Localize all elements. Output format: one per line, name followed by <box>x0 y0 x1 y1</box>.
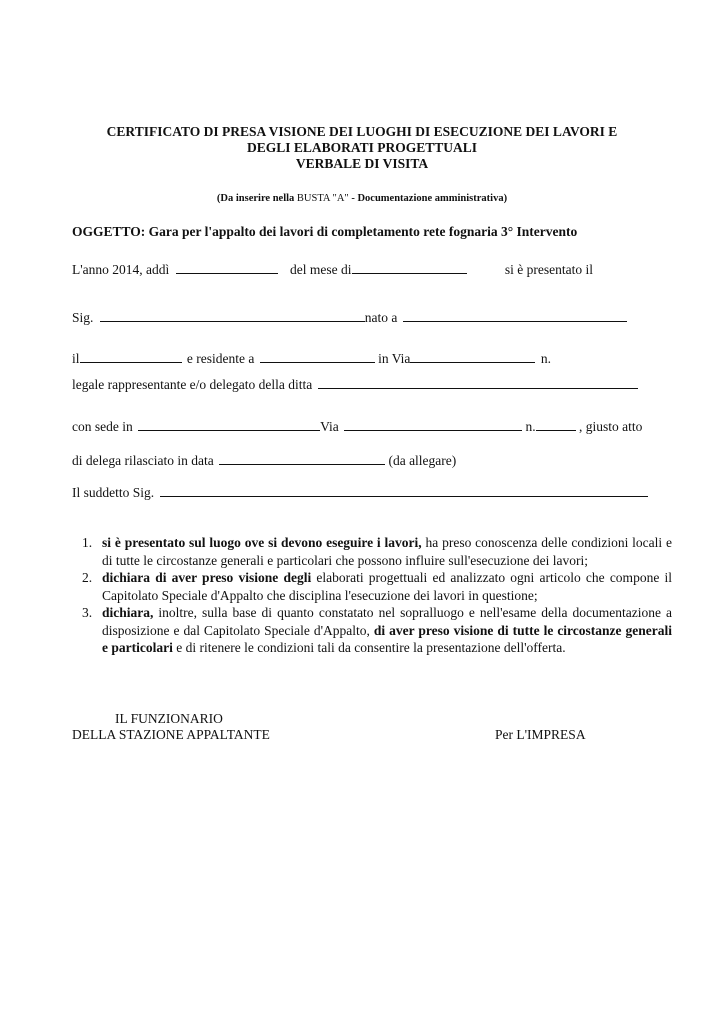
birthplace-field[interactable] <box>403 310 627 322</box>
item-bold-text-2: di aver preso visione di tutte le circostanze generali e particolari <box>102 622 673 655</box>
residence-field[interactable] <box>260 351 375 363</box>
item-number: 1. <box>82 535 93 550</box>
envelope-note <box>0 193 724 204</box>
name-field[interactable] <box>100 310 365 322</box>
number-label: n. <box>540 351 551 366</box>
attach-label: (da allegare) <box>388 453 457 468</box>
declarant-field[interactable] <box>160 485 648 497</box>
month-field[interactable] <box>352 262 467 274</box>
headquarters-field[interactable] <box>138 419 320 431</box>
subject-label: OGGETTO <box>72 224 141 239</box>
hq-number-field[interactable] <box>536 419 576 431</box>
year-label: L'anno 2014, addì <box>72 262 170 277</box>
item-text: inoltre, sulla base di quanto constatato nel sopralluogo e nell'esame della documentazione a disposizione e dal Capitolato Speciale d'Appalto, <box>102 605 672 638</box>
item-bold-text: si è presentato sul luogo ove si devono eseguire i lavori, <box>102 535 422 550</box>
contracting-station-label: DELLA STAZIONE APPALTANTE <box>72 727 270 742</box>
item-text: ha preso conoscenza delle condizioni locali e di tutte le circostanze generali e particolari che possono influire sull'esecuzione dei lavori; <box>102 535 672 568</box>
form-row-delegation <box>72 453 456 469</box>
birthdate-label: il <box>72 351 80 366</box>
form-row-headquarters <box>72 419 642 435</box>
item-text: elaborati progettuali ed analizzato ogni articolo che compone il Capitolato Speciale d'Appalto che disciplina l'esecuzione dei lavori in questione; <box>102 570 672 603</box>
document-title-line-3: VERBALE DI VISITA <box>295 156 429 171</box>
item-bold-text: dichiara, <box>102 605 154 620</box>
sig-label: Sig. <box>72 310 94 325</box>
form-row-declarant <box>72 485 648 501</box>
representative-label: legale rappresentante e/o delegato della ditta <box>72 377 313 392</box>
company-field[interactable] <box>318 377 638 389</box>
item-text-2: e di ritenere le condizioni tali da consentire la presentazione dell'offerta. <box>172 640 566 655</box>
declaration-item <box>82 569 672 604</box>
form-row-name <box>72 310 627 326</box>
company-signature-label: Per L'IMPRESA <box>495 727 586 742</box>
headquarters-label: con sede in <box>72 419 133 434</box>
official-signature-title: IL FUNZIONARIO <box>115 711 223 726</box>
item-bold-text: dichiara di aver preso visione degli <box>102 570 312 585</box>
form-row-representative <box>72 377 638 393</box>
hq-number-label: n. <box>525 419 536 434</box>
street-label: in Via <box>378 351 411 366</box>
hq-street-field[interactable] <box>344 419 522 431</box>
born-label: nato a <box>364 310 398 325</box>
subject-text: : Gara per l'appalto dei lavori di completamento rete fognaria 3° Intervento <box>140 224 578 239</box>
hq-street-label: Via <box>320 419 339 434</box>
note-bold-start: (Da inserire nella <box>216 193 297 204</box>
delegation-date-field[interactable] <box>219 453 385 465</box>
declarant-label: Il suddetto Sig. <box>72 485 155 500</box>
birthdate-field[interactable] <box>80 351 182 363</box>
document-title-line-2: DEGLI ELABORATI PROGETTUALI <box>246 140 478 155</box>
document-title-line-1: CERTIFICATO DI PRESA VISIONE DEI LUOGHI DI ESECUZIONE DEI LAVORI E <box>106 124 618 139</box>
note-envelope: BUSTA "A" <box>296 193 349 204</box>
residence-label: e residente a <box>186 351 255 366</box>
subject-line <box>72 224 577 240</box>
declarations-list <box>82 534 672 657</box>
declaration-item <box>82 604 672 657</box>
month-label: del mese di <box>290 262 352 277</box>
deed-label: , giusto atto <box>579 419 643 434</box>
presented-label: si è presentato il <box>504 262 594 277</box>
form-row-residence <box>72 351 551 367</box>
delegation-label: di delega rilasciato in data <box>72 453 214 468</box>
day-field[interactable] <box>176 262 278 274</box>
declaration-item <box>82 534 672 569</box>
item-number: 3. <box>82 605 93 620</box>
item-number: 2. <box>82 570 93 585</box>
street-field[interactable] <box>410 351 535 363</box>
form-row-date <box>72 262 593 278</box>
note-bold-end: - Documentazione amministrativa) <box>348 193 508 204</box>
